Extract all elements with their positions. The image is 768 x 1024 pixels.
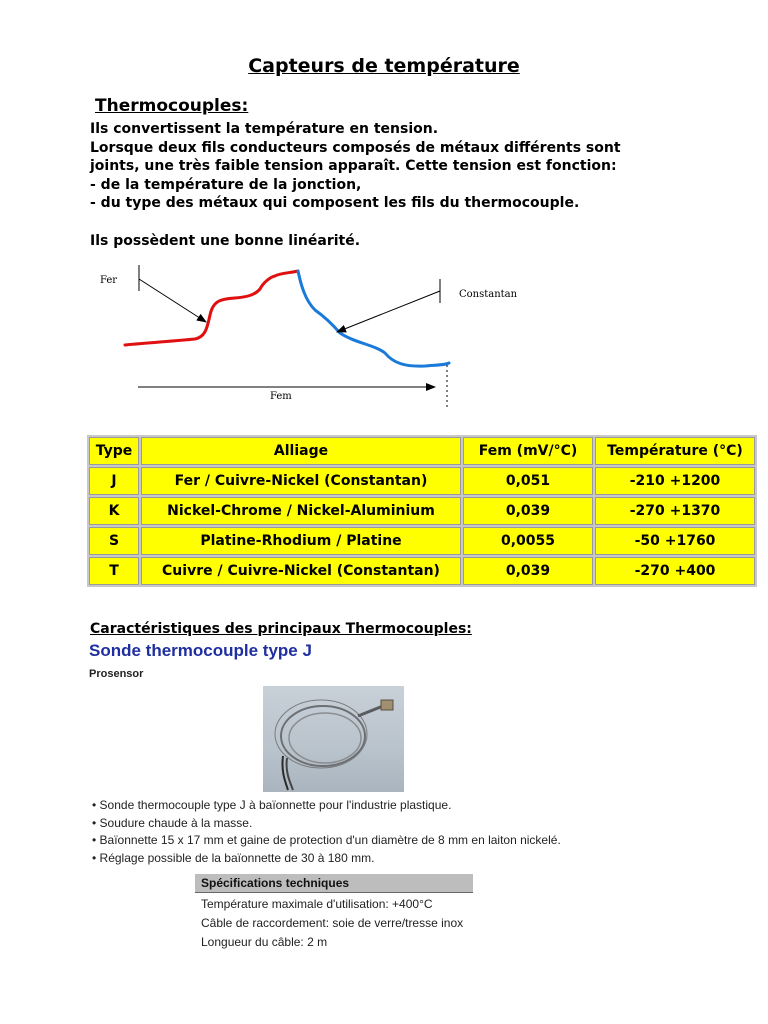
table-cell: -210 +1200 bbox=[595, 467, 755, 495]
table-cell: Nickel-Chrome / Nickel-Aluminium bbox=[141, 497, 461, 525]
table-cell: -270 +1370 bbox=[595, 497, 755, 525]
thermocouple-probe-image bbox=[263, 686, 404, 792]
product-title: Sonde thermocouple type J bbox=[89, 641, 312, 660]
intro-text bbox=[90, 120, 621, 250]
fer-pointer-arrow bbox=[139, 279, 206, 322]
table-cell: S bbox=[89, 527, 139, 555]
table-row bbox=[89, 497, 755, 525]
intro-line: - du type des métaux qui composent les fils du thermocouple. bbox=[90, 195, 580, 211]
table-cell: 0,039 bbox=[463, 557, 593, 585]
list-item: • Soudure chaude à la masse. bbox=[92, 815, 253, 830]
spec-line: Température maximale d'utilisation: +400°C bbox=[201, 897, 433, 911]
table-cell: -270 +400 bbox=[595, 557, 755, 585]
table-cell: -50 +1760 bbox=[595, 527, 755, 555]
table-row bbox=[89, 527, 755, 555]
thermocouple-diagram bbox=[95, 255, 518, 415]
specs-header: Spécifications techniques bbox=[195, 874, 473, 893]
intro-line: Lorsque deux fils conducteurs composés de métaux différents sont bbox=[90, 139, 621, 156]
table-cell: 0,051 bbox=[463, 467, 593, 495]
table-cell: 0,039 bbox=[463, 497, 593, 525]
intro-line: Ils convertissent la température en tension. bbox=[90, 121, 439, 137]
fer-wire bbox=[125, 271, 298, 345]
section-heading-characteristics: Caractéristiques des principaux Thermocouples: bbox=[90, 621, 472, 637]
technical-specifications bbox=[195, 874, 473, 950]
table-cell: Platine-Rhodium / Platine bbox=[141, 527, 461, 555]
table-cell: 0,0055 bbox=[463, 527, 593, 555]
intro-line: joints, une très faible tension apparaît. Cette tension est fonction: bbox=[90, 158, 617, 174]
product-brand: Prosensor bbox=[89, 668, 144, 680]
column-header: Fem (mV/°C) bbox=[463, 437, 593, 465]
constantan-wire bbox=[298, 271, 449, 366]
label-constantan: Constantan bbox=[459, 289, 518, 300]
spec-line: Longueur du câble: 2 m bbox=[201, 935, 328, 949]
linearity-statement: Ils possèdent une bonne linéarité. bbox=[90, 232, 361, 249]
table-cell: Fer / Cuivre-Nickel (Constantan) bbox=[141, 467, 461, 495]
label-fer: Fer bbox=[100, 275, 118, 286]
table-cell: K bbox=[89, 497, 139, 525]
thermocouple-types-table bbox=[87, 435, 757, 587]
column-header: Température (°C) bbox=[595, 437, 755, 465]
table-row bbox=[89, 557, 755, 585]
constantan-pointer-arrow bbox=[337, 291, 440, 332]
table-row bbox=[89, 467, 755, 495]
list-item: • Réglage possible de la baïonnette de 30 à 180 mm. bbox=[92, 850, 375, 865]
section-heading-thermocouples: Thermocouples: bbox=[95, 96, 249, 116]
spec-line: Câble de raccordement: soie de verre/tresse inox bbox=[201, 916, 464, 930]
list-item: • Sonde thermocouple type J à baïonnette pour l'industrie plastique. bbox=[92, 798, 452, 812]
intro-line: - de la température de la jonction, bbox=[90, 176, 362, 193]
table-cell: J bbox=[89, 467, 139, 495]
column-header: Alliage bbox=[141, 437, 461, 465]
column-header: Type bbox=[89, 437, 139, 465]
label-fem: Fem bbox=[270, 391, 292, 402]
list-item: • Baïonnette 15 x 17 mm et gaine de protection d'un diamètre de 8 mm en laiton nickelé. bbox=[92, 833, 561, 847]
table-cell: T bbox=[89, 557, 139, 585]
product-photo bbox=[263, 686, 404, 792]
table-header-row bbox=[89, 437, 755, 465]
table-cell: Cuivre / Cuivre-Nickel (Constantan) bbox=[141, 557, 461, 585]
page-title: Capteurs de température bbox=[248, 55, 520, 77]
product-features-list bbox=[92, 797, 561, 867]
